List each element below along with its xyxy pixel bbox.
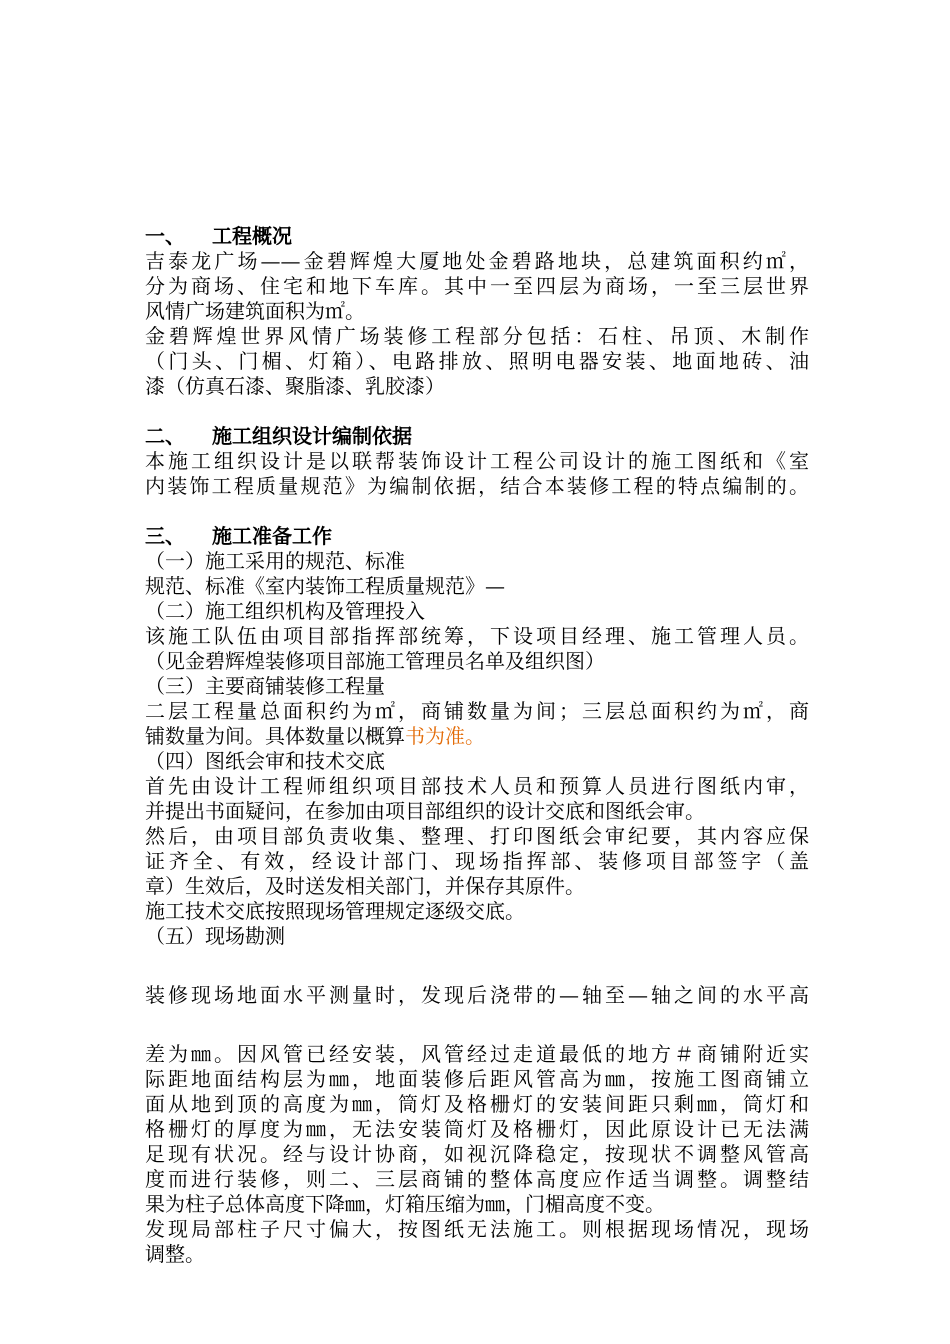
section-2-heading — [145, 424, 809, 449]
section-3-heading — [145, 524, 809, 549]
highlighted-text: 书为准。 — [405, 724, 485, 748]
paragraph-line: 足现有状况。经与设计协商，如视沉降稳定，按现状不调整风管高 — [145, 1142, 809, 1166]
subsection-heading: （一）施工采用的规范、标准 — [145, 549, 405, 573]
subsection-heading: （二）施工组织机构及管理投入 — [145, 599, 425, 623]
paragraph-line: 本施工组织设计是以联帮装饰设计工程公司设计的施工图纸和《室 — [145, 449, 809, 473]
paragraph-line: 漆（仿真石漆、聚脂漆、乳胶漆） — [145, 374, 445, 398]
paragraph-line: 该施工队伍由项目部指挥部统筹，下设项目经理、施工管理人员。 — [145, 624, 809, 648]
section-number: 三、 — [145, 524, 185, 548]
paragraph-line: 发现局部柱子尺寸偏大，按图纸无法施工。则根据现场情况，现场 — [145, 1217, 809, 1241]
spacer — [145, 399, 809, 424]
paragraph-line: 并提出书面疑问，在参加由项目部组织的设计交底和图纸会审。 — [145, 799, 705, 823]
spacer — [145, 499, 809, 524]
paragraph-line: 际距地面结构层为㎜，地面装修后距风管高为㎜，按施工图商铺立 — [145, 1067, 809, 1091]
section-1-heading — [145, 224, 809, 249]
paragraph-line: （门头、门楣、灯箱）、电路排放、照明电器安装、地面地砖、油 — [145, 349, 809, 373]
paragraph-line: 吉泰龙广场——金碧辉煌大厦地处金碧路地块，总建筑面积约㎡， — [145, 249, 809, 273]
paragraph-line: 格栅灯的厚度为㎜，无法安装筒灯及格栅灯，因此原设计已无法满 — [145, 1117, 809, 1141]
paragraph-line: 风情广场建筑面积为㎡。 — [145, 299, 365, 323]
paragraph-line: 证齐全、有效，经设计部门、现场指挥部、装修项目部签字（盖 — [145, 849, 809, 873]
paragraph-line: 施工技术交底按照现场管理规定逐级交底。 — [145, 899, 525, 923]
paragraph-line: 然后，由项目部负责收集、整理、打印图纸会审纪要，其内容应保 — [145, 824, 809, 848]
paragraph-text: 铺数量为间。具体数量以概算 — [145, 724, 405, 748]
paragraph-line: 差为㎜。因风管已经安装，风管经过走道最低的地方＃商铺附近实 — [145, 1042, 809, 1066]
paragraph-line: 章）生效后，及时送发相关部门，并保存其原件。 — [145, 874, 585, 898]
section-title: 工程概况 — [212, 224, 292, 248]
paragraph-line: 调整。 — [145, 1242, 205, 1266]
paragraph-line: 金碧辉煌世界风情广场装修工程部分包括：石柱、吊顶、木制作 — [145, 324, 809, 348]
subsection-heading: （四）图纸会审和技术交底 — [145, 749, 385, 773]
subsection-heading: （五）现场勘测 — [145, 924, 285, 948]
paragraph-line: 度而进行装修，则二、三层商铺的整体高度应作适当调整。调整结 — [145, 1167, 809, 1191]
paragraph-line: 内装饰工程质量规范》为编制依据，结合本装修工程的特点编制的。 — [145, 474, 809, 498]
section-number: 一、 — [145, 224, 185, 248]
spacer — [145, 949, 809, 983]
paragraph-line: 面从地到顶的高度为㎜，筒灯及格栅灯的安装间距只剩㎜，筒灯和 — [145, 1092, 809, 1116]
paragraph-line: 二层工程量总面积约为㎡，商铺数量为间；三层总面积约为㎡，商 — [145, 699, 809, 723]
paragraph-line: 规范、标准《室内装饰工程质量规范》— — [145, 574, 505, 598]
section-title: 施工准备工作 — [212, 524, 332, 548]
paragraph-line — [145, 724, 809, 749]
subsection-heading: （三）主要商铺装修工程量 — [145, 674, 385, 698]
paragraph-line: 分为商场、住宅和地下车库。其中一至四层为商场，一至三层世界 — [145, 274, 809, 298]
section-number: 二、 — [145, 424, 185, 448]
paragraph-line: 首先由设计工程师组织项目部技术人员和预算人员进行图纸内审， — [145, 774, 809, 798]
section-title: 施工组织设计编制依据 — [212, 424, 412, 448]
spacer — [145, 1008, 809, 1042]
document-body — [145, 224, 809, 1267]
paragraph-line: （见金碧辉煌装修项目部施工管理员名单及组织图） — [145, 649, 605, 673]
paragraph-line: 果为柱子总体高度下降㎜，灯箱压缩为㎜，门楣高度不变。 — [145, 1192, 665, 1216]
paragraph-line: 装修现场地面水平测量时，发现后浇带的—轴至—轴之间的水平高 — [145, 983, 809, 1007]
